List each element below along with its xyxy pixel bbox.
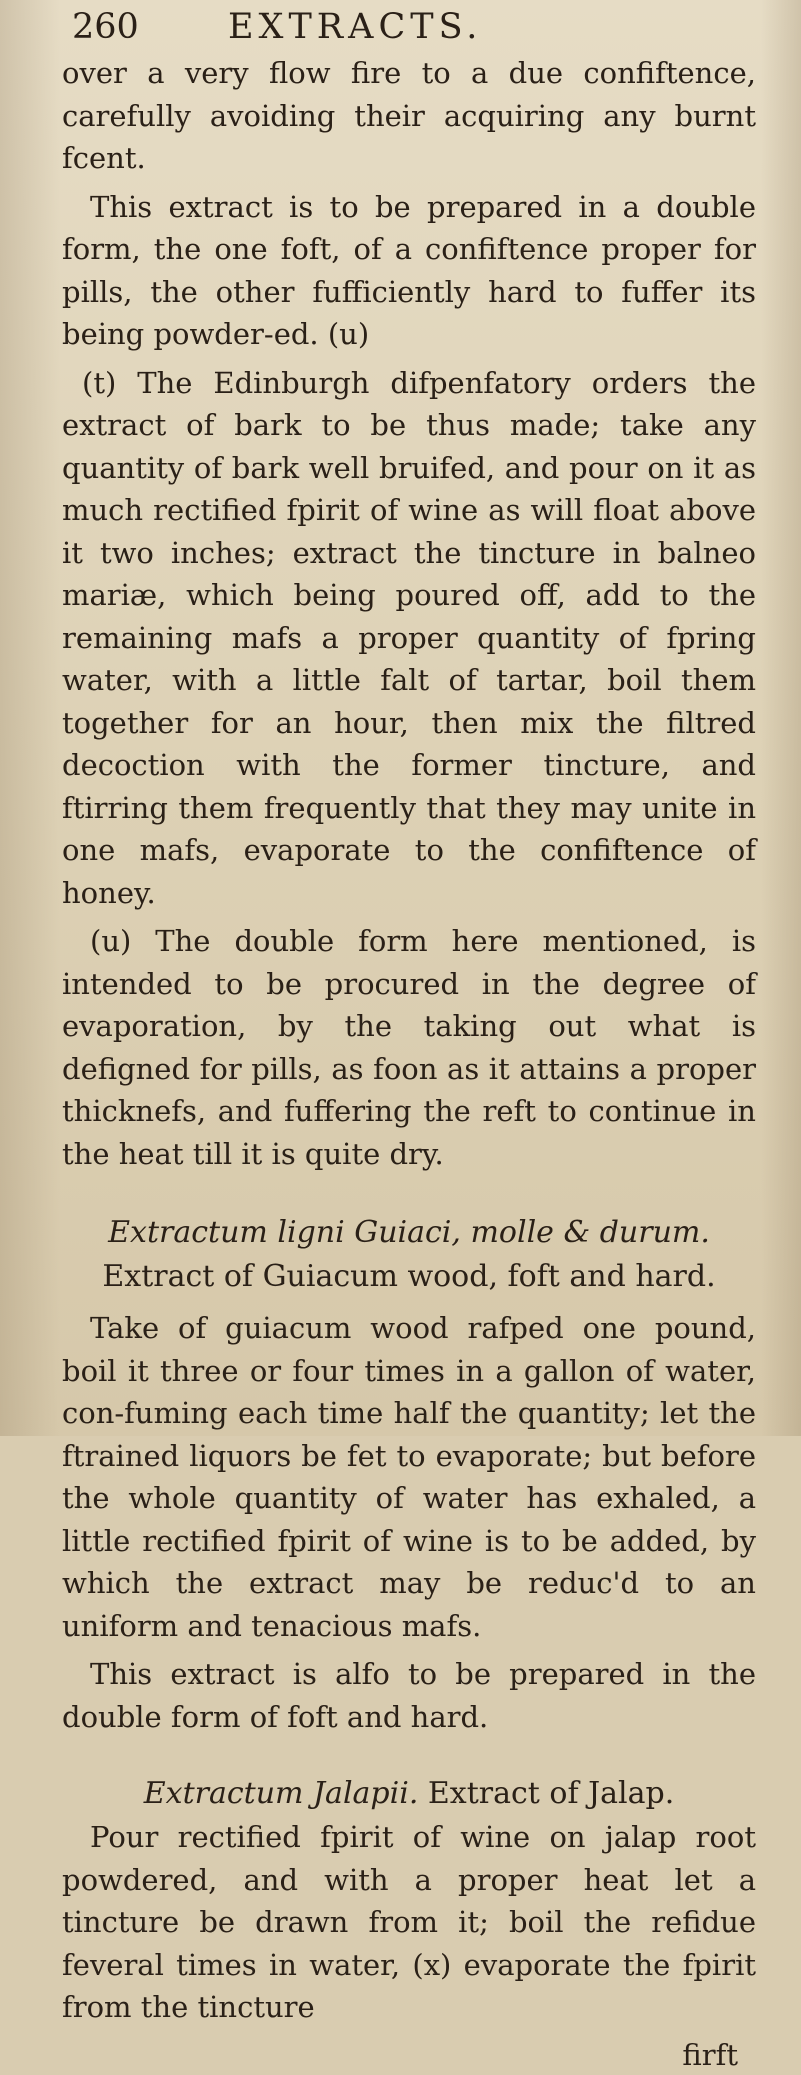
paragraph-jalap-method: Pour rectified fpirit of wine on jalap root powdered, and with a proper heat let a tincture be drawn from it; boil the refidue feveral times in water, (x) evaporate the fpirit from the tincture: [62, 1820, 756, 2024]
footnote-t: (t) The Edinburgh difpenfatory orders the extract of bark to be thus made; take any quantity of bark well bruifed, and pour on it as much rectified fpirit of wine as will float above it two inches; extract the tincture in balneo mariæ, which being poured off, add to the remaining mafs a proper quantity of fpring water, with a little falt of tartar, boil them together for an hour, then mix the filtred decoction with the former tincture, and ftirring them frequently that they may unite in one mafs, evaporate to the confiftence of honey.: [62, 365, 756, 910]
section-heading-latin-jalap: Extractum Jalapii.: [143, 1776, 419, 1811]
page-number: 260: [72, 7, 139, 47]
section-heading-latin-guiacum: Extractum ligni Guiaci, molle & durum.: [108, 1215, 710, 1250]
paragraph-guiacum-method: Take of guiacum wood rafped one pound, boil it three or four times in a gallon of water, con-fuming each time half the quantity; let the ftrained liquors be fet to evaporate; but before the whole quantity of water has exhaled, a little rectified fpirit of wine is to be added, by which the extract may be reduc'd to an uniform and tenacious mafs.: [62, 1311, 756, 1643]
catchword: firft: [682, 2037, 738, 2072]
section-heading-english-guiacum: Extract of Guiacum wood, foft and hard.: [102, 1259, 716, 1294]
paragraph-double-form: This extract is to be prepared in a double form, the one foft, of a confiftence proper for pills, the other fufficiently hard to fuffer its being powder-ed. (u): [62, 189, 756, 351]
footnote-u: (u) The double form here mentioned, is intended to be procured in the degree of evaporation, by the taking out what is defigned for pills, as foon as it attains a proper thicknefs, and fuffering the reft to continue in the heat till it is quite dry.: [62, 924, 756, 1171]
paragraph-guiacum-forms: This extract is alfo to be prepared in the double form of foft and hard.: [62, 1657, 756, 1734]
running-title: EXTRACTS.: [228, 7, 483, 47]
section-heading-english-jalap: Extract of Jalap.: [427, 1776, 675, 1811]
body-text: [62, 52, 756, 2075]
running-head: [72, 4, 722, 50]
section-heading-jalap: [62, 1772, 756, 1816]
paragraph-continuation: over a very flow fire to a due confiftence, carefully avoiding their acquiring any burnt fcent.: [62, 56, 756, 175]
